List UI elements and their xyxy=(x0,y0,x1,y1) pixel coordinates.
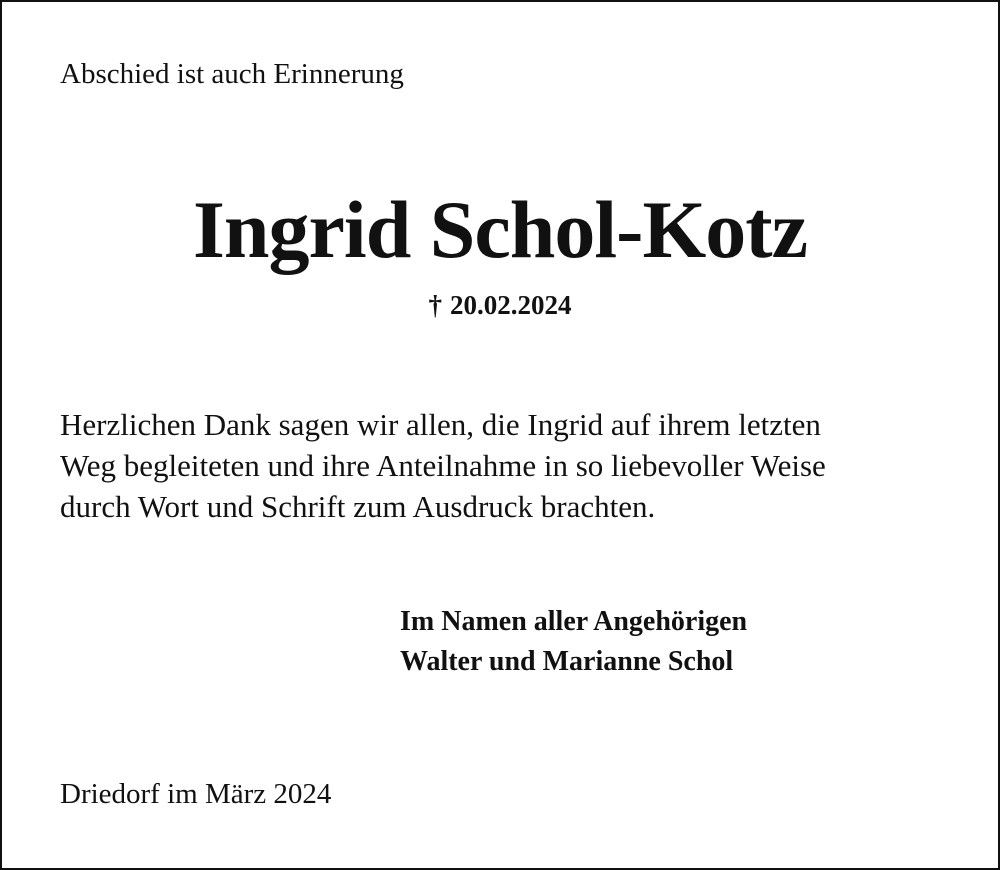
motto-text: Abschied ist auch Erinnerung xyxy=(60,58,404,90)
death-date-line xyxy=(2,288,998,322)
thanks-line: Herzlichen Dank sagen wir allen, die Ingrid auf ihrem letzten xyxy=(60,407,821,442)
thanks-paragraph xyxy=(60,404,960,527)
place-date-text: Driedorf im März 2024 xyxy=(60,778,332,810)
signature-line: Im Namen aller Angehörigen xyxy=(400,606,748,637)
signature-block xyxy=(400,602,747,682)
cross-icon: † xyxy=(428,290,442,320)
deceased-name: Ingrid Schol-Kotz xyxy=(193,184,807,275)
thanks-line: durch Wort und Schrift zum Ausdruck brachten. xyxy=(60,489,656,524)
death-date: 20.02.2024 xyxy=(450,290,572,320)
signature-line: Walter und Marianne Schol xyxy=(400,646,734,677)
thanks-line: Weg begleiteten und ihre Anteilnahme in so liebevoller Weise xyxy=(60,448,826,483)
